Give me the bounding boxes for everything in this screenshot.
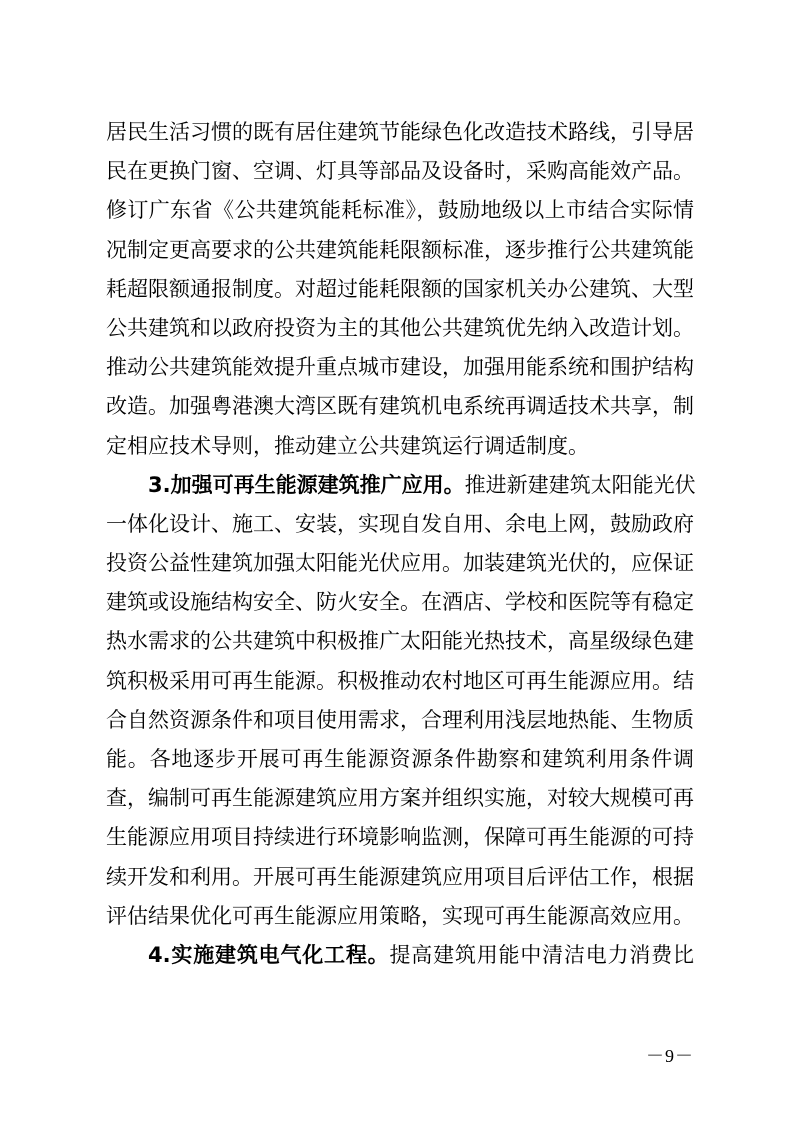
text-line: 热水需求的公共建筑中积极推广太阳能光热技术，高星级绿色建 <box>106 629 694 654</box>
paragraph-1 <box>106 113 694 466</box>
text-line: 查，编制可再生能源建筑应用方案并组织实施，对较大规模可再 <box>106 786 694 811</box>
document-body <box>106 113 694 975</box>
page-number: －9－ <box>646 1046 694 1066</box>
text-line: 筑积极采用可再生能源。积极推动农村地区可再生能源应用。结 <box>106 668 694 693</box>
paragraph-2 <box>106 466 694 936</box>
text-line: 修订广东省《公共建筑能耗标准》，鼓励地级以上市结合实际情 <box>106 198 694 223</box>
text-line: 续开发和利用。开展可再生能源建筑应用项目后评估工作，根据 <box>106 864 694 889</box>
text-line: 评估结果优化可再生能源应用策略，实现可再生能源高效应用。 <box>106 903 694 928</box>
heading-continuation: 提高建筑用能中清洁电力消费比 <box>389 942 694 967</box>
paragraph-first-line <box>106 466 694 505</box>
text-line: 公共建筑和以政府投资为主的其他公共建筑优先纳入改造计划。 <box>106 315 694 340</box>
section-heading: 3.加强可再生能源建筑推广应用。 <box>148 472 465 497</box>
text-line: 改造。加强粤港澳大湾区既有建筑机电系统再调适技术共享，制 <box>106 394 694 419</box>
text-line: 况制定更高要求的公共建筑能耗限额标准，逐步推行公共建筑能 <box>106 237 694 262</box>
text-line: 生能源应用项目持续进行环境影响监测，保障可再生能源的可持 <box>106 825 694 850</box>
text-line: 建筑或设施结构安全、防火安全。在酒店、学校和医院等有稳定 <box>106 590 694 615</box>
paragraph-first-line <box>106 936 694 975</box>
paragraph-3 <box>106 936 694 975</box>
text-line: 推动公共建筑能效提升重点城市建设，加强用能系统和围护结构 <box>106 355 694 380</box>
section-heading: 4.实施建筑电气化工程。 <box>148 942 390 967</box>
text-line: 居民生活习惯的既有居住建筑节能绿色化改造技术路线，引导居 <box>106 120 694 144</box>
heading-continuation: 推进新建建筑太阳能光伏 <box>464 472 696 497</box>
text-line: 合自然资源条件和项目使用需求，合理利用浅层地热能、生物质 <box>106 707 694 732</box>
text-line: 投资公益性建筑加强太阳能光伏应用。加装建筑光伏的，应保证 <box>106 551 694 576</box>
text-line: 定相应技术导则，推动建立公共建筑运行调适制度。 <box>106 433 589 458</box>
text-line: 耗超限额通报制度。对超过能耗限额的国家机关办公建筑、大型 <box>106 276 694 301</box>
text-line: 民在更换门窗、空调、灯具等部品及设备时，采购高能效产品。 <box>106 159 694 184</box>
text-line: 一体化设计、施工、安装，实现自发自用、余电上网，鼓励政府 <box>106 511 694 536</box>
text-line: 能。各地逐步开展可再生能源资源条件勘察和建筑利用条件调 <box>106 747 694 771</box>
